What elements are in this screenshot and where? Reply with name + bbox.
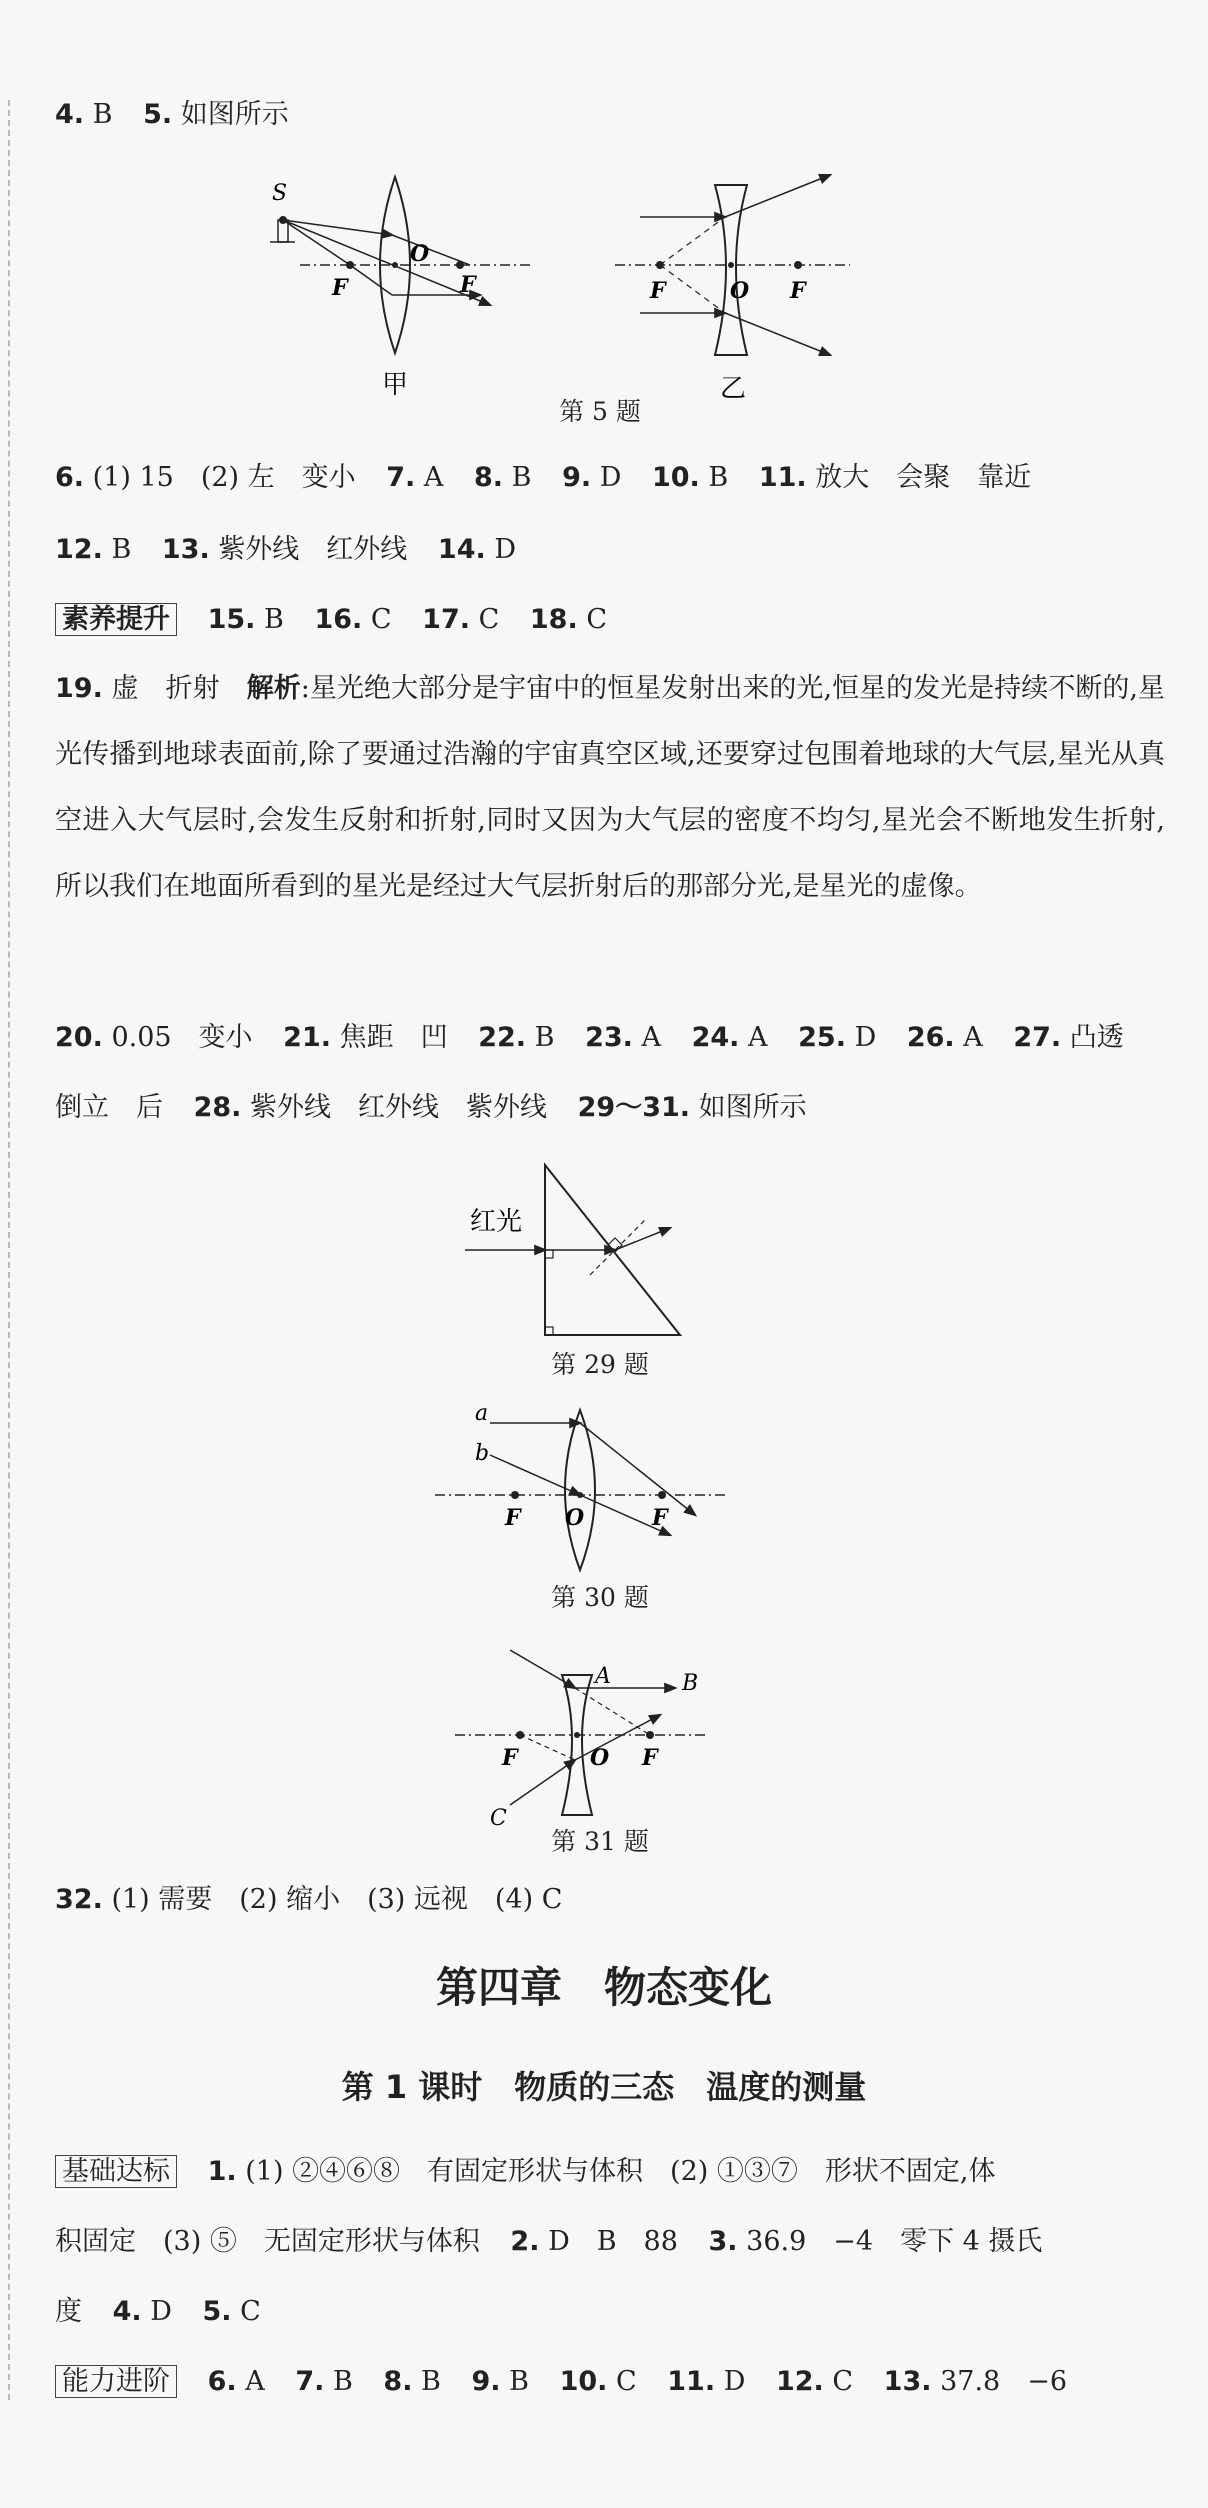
q7-number: 7.	[386, 462, 416, 493]
figure-29-caption: 第 29 题	[551, 1350, 649, 1379]
binding-margin-line	[8, 100, 10, 2400]
nengli-q7-answer: B	[332, 2366, 353, 2397]
jichu-q3-number: 3.	[708, 2226, 738, 2257]
center-O-jia: O	[410, 241, 430, 267]
center-O-30: O	[565, 1505, 585, 1531]
figure-5	[260, 165, 860, 425]
nengli-q9-answer: B	[509, 2366, 529, 2397]
ray-a-label: a	[475, 1401, 489, 1426]
focus-F-right-30: F	[652, 1505, 668, 1531]
q13-answer: 紫外线 红外线	[218, 534, 408, 565]
nengli-q13-number: 13.	[883, 2366, 932, 2397]
nengli-q11-number: 11.	[667, 2366, 716, 2397]
q6-number: 6.	[55, 462, 85, 493]
jichu-q3-answer-cont: 度	[55, 2296, 82, 2327]
answer-line-nengli	[55, 2362, 1168, 2402]
q19-jiexi-label: 解析	[246, 673, 301, 704]
figure-label-yi: 乙	[720, 374, 747, 404]
q11-number: 11.	[758, 462, 807, 493]
figure-label-jia: 甲	[382, 370, 409, 400]
q26-number: 26.	[906, 1022, 955, 1053]
q11-answer: 放大 会聚 靠近	[815, 462, 1032, 493]
jichu-q2-answer: D B 88	[548, 2226, 678, 2257]
jichu-q4-number: 4.	[112, 2296, 142, 2327]
q25-answer: D	[854, 1022, 877, 1053]
focus-F-right-yi: F	[790, 278, 806, 304]
q12-number: 12.	[55, 534, 103, 565]
q18-number: 18.	[529, 604, 578, 635]
center-O-31: O	[590, 1745, 610, 1771]
figure-30	[430, 1395, 730, 1575]
q21-answer: 焦距 凹	[339, 1022, 448, 1053]
q10-number: 10.	[651, 462, 700, 493]
q27-number: 27.	[1013, 1022, 1062, 1053]
q27-answer: 凸透	[1069, 1022, 1124, 1053]
q29-31-number: 29～31.	[577, 1092, 691, 1123]
point-C-label: C	[490, 1806, 507, 1830]
q18-answer: C	[586, 604, 607, 635]
nengli-q9-number: 9.	[471, 2366, 501, 2397]
q24-number: 24.	[691, 1022, 740, 1053]
q25-number: 25.	[798, 1022, 846, 1053]
answer-line-suyang	[55, 600, 1168, 640]
red-light-label: 红光	[470, 1207, 523, 1237]
section-label-suyang: 素养提升	[55, 603, 177, 636]
q32-number: 32.	[55, 1884, 103, 1915]
concave-lens-yi	[615, 175, 850, 404]
q15-answer: B	[264, 604, 284, 635]
q13-number: 13.	[161, 534, 210, 565]
nengli-q11-answer: D	[723, 2366, 746, 2397]
focus-F-left-yi: F	[650, 278, 666, 304]
answer-line-6-11	[55, 458, 1168, 498]
nengli-q8-number: 8.	[383, 2366, 413, 2397]
q8-answer: B	[511, 462, 532, 493]
point-A-label: A	[595, 1664, 611, 1689]
q23-answer: A	[641, 1022, 661, 1053]
answer-line-jichu-3	[55, 2292, 1168, 2332]
q16-number: 16.	[314, 604, 363, 635]
q21-number: 21.	[283, 1022, 331, 1053]
q16-answer: C	[370, 604, 392, 635]
lesson-title: 第 1 课时 物质的三态 温度的测量	[341, 2068, 867, 2106]
q8-number: 8.	[473, 462, 504, 493]
q19-explanation	[55, 656, 1165, 920]
section-label-nengli: 能力进阶	[55, 2365, 177, 2398]
q5-number: 5.	[143, 99, 173, 130]
q22-number: 22.	[478, 1022, 527, 1053]
q28-answer: 紫外线 红外线 紫外线	[250, 1092, 548, 1123]
q29-31-answer: 如图所示	[698, 1092, 807, 1123]
nengli-q6-number: 6.	[207, 2366, 237, 2397]
answer-line-27-31	[55, 1088, 1168, 1128]
nengli-q8-answer: B	[421, 2366, 441, 2397]
figure-31-caption: 第 31 题	[551, 1827, 649, 1856]
q19-explanation-text: :星光绝大部分是宇宙中的恒星发射出来的光,恒星的发光是持续不断的,星光传播到地球表面前,除了要通过浩瀚的宇宙真空区域,还要穿过包围着地球的大气层,星光从真空进入大气层时,会发生反射和折射,同时又因为大气层的密度不均匀,星光会不断地发生折射,所以我们在地面所看到的星光是经过大气层折射后的那部分光,是星光的虚像。	[55, 673, 1166, 902]
jichu-q4-answer: D	[150, 2296, 172, 2327]
answer-line-jichu-2	[55, 2222, 1168, 2262]
q7-answer: A	[423, 462, 444, 493]
jichu-q2-number: 2.	[510, 2226, 540, 2257]
q10-answer: B	[708, 462, 729, 493]
focus-F-right-31: F	[642, 1745, 658, 1771]
q4-answer: B	[92, 99, 113, 130]
nengli-q6-answer: A	[245, 2366, 265, 2397]
ray-b-label: b	[475, 1441, 490, 1466]
focus-F-left-31: F	[502, 1745, 518, 1771]
nengli-q7-number: 7.	[295, 2366, 325, 2397]
q24-answer: A	[748, 1022, 768, 1053]
figure-5-caption: 第 5 题	[559, 397, 641, 426]
answer-line-12-14	[55, 530, 1168, 570]
figure-30-caption: 第 30 题	[551, 1583, 649, 1612]
q4-number: 4.	[55, 99, 85, 130]
focus-F-left-30: F	[505, 1505, 521, 1531]
nengli-q10-answer: C	[616, 2366, 637, 2397]
q9-answer: D	[599, 462, 622, 493]
answer-line-4-5	[55, 95, 1168, 135]
figure-29	[460, 1150, 700, 1340]
nengli-q10-number: 10.	[559, 2366, 608, 2397]
jichu-q1-answer-part1: (1) ②④⑥⑧ 有固定形状与体积 (2) ①③⑦ 形状不固定,体	[245, 2156, 996, 2187]
q14-answer: D	[494, 534, 516, 565]
q27-answer-cont: 倒立 后	[55, 1092, 163, 1123]
answer-line-32	[55, 1880, 1168, 1920]
q6-answer: (1) 15 (2) 左 变小	[92, 462, 356, 493]
focus-F-right-jia: F	[460, 272, 476, 298]
q20-number: 20.	[55, 1022, 103, 1053]
nengli-q13-answer: 37.8 −6	[940, 2366, 1068, 2397]
convex-lens-jia	[270, 177, 530, 400]
q19-answer: 虚 折射	[111, 673, 220, 704]
nengli-q12-number: 12.	[775, 2366, 824, 2397]
answer-line-20-27	[55, 1018, 1168, 1058]
q15-number: 15.	[207, 604, 256, 635]
q17-number: 17.	[422, 604, 471, 635]
q12-answer: B	[111, 534, 132, 565]
section-label-jichu: 基础达标	[55, 2155, 177, 2188]
q20-answer: 0.05 变小	[111, 1022, 253, 1053]
q14-number: 14.	[437, 534, 486, 565]
jichu-q1-number: 1.	[207, 2156, 237, 2187]
q19-number: 19.	[55, 673, 103, 704]
jichu-q5-answer: C	[240, 2296, 261, 2327]
nengli-q12-answer: C	[832, 2366, 854, 2397]
point-S-label: S	[272, 181, 288, 206]
figure-31	[450, 1640, 710, 1830]
focus-F-left-jia: F	[332, 275, 348, 301]
jichu-q3-answer: 36.9 −4 零下 4 摄氏	[746, 2226, 1043, 2257]
q22-answer: B	[534, 1022, 555, 1053]
q9-number: 9.	[562, 462, 592, 493]
jichu-q1-answer-part2: 积固定 (3) ⑤ 无固定形状与体积	[55, 2226, 480, 2257]
center-O-yi: O	[730, 278, 750, 304]
q32-answer: (1) 需要 (2) 缩小 (3) 远视 (4) C	[111, 1884, 563, 1915]
q17-answer: C	[478, 604, 500, 635]
chapter-title: 第四章 物态变化	[435, 1963, 772, 2012]
q26-answer: A	[963, 1022, 983, 1053]
answer-line-jichu-1	[55, 2152, 1168, 2192]
q5-answer: 如图所示	[180, 99, 289, 130]
point-B-label: B	[682, 1671, 699, 1696]
jichu-q5-number: 5.	[202, 2296, 232, 2327]
q23-number: 23.	[585, 1022, 633, 1053]
q28-number: 28.	[193, 1092, 242, 1123]
